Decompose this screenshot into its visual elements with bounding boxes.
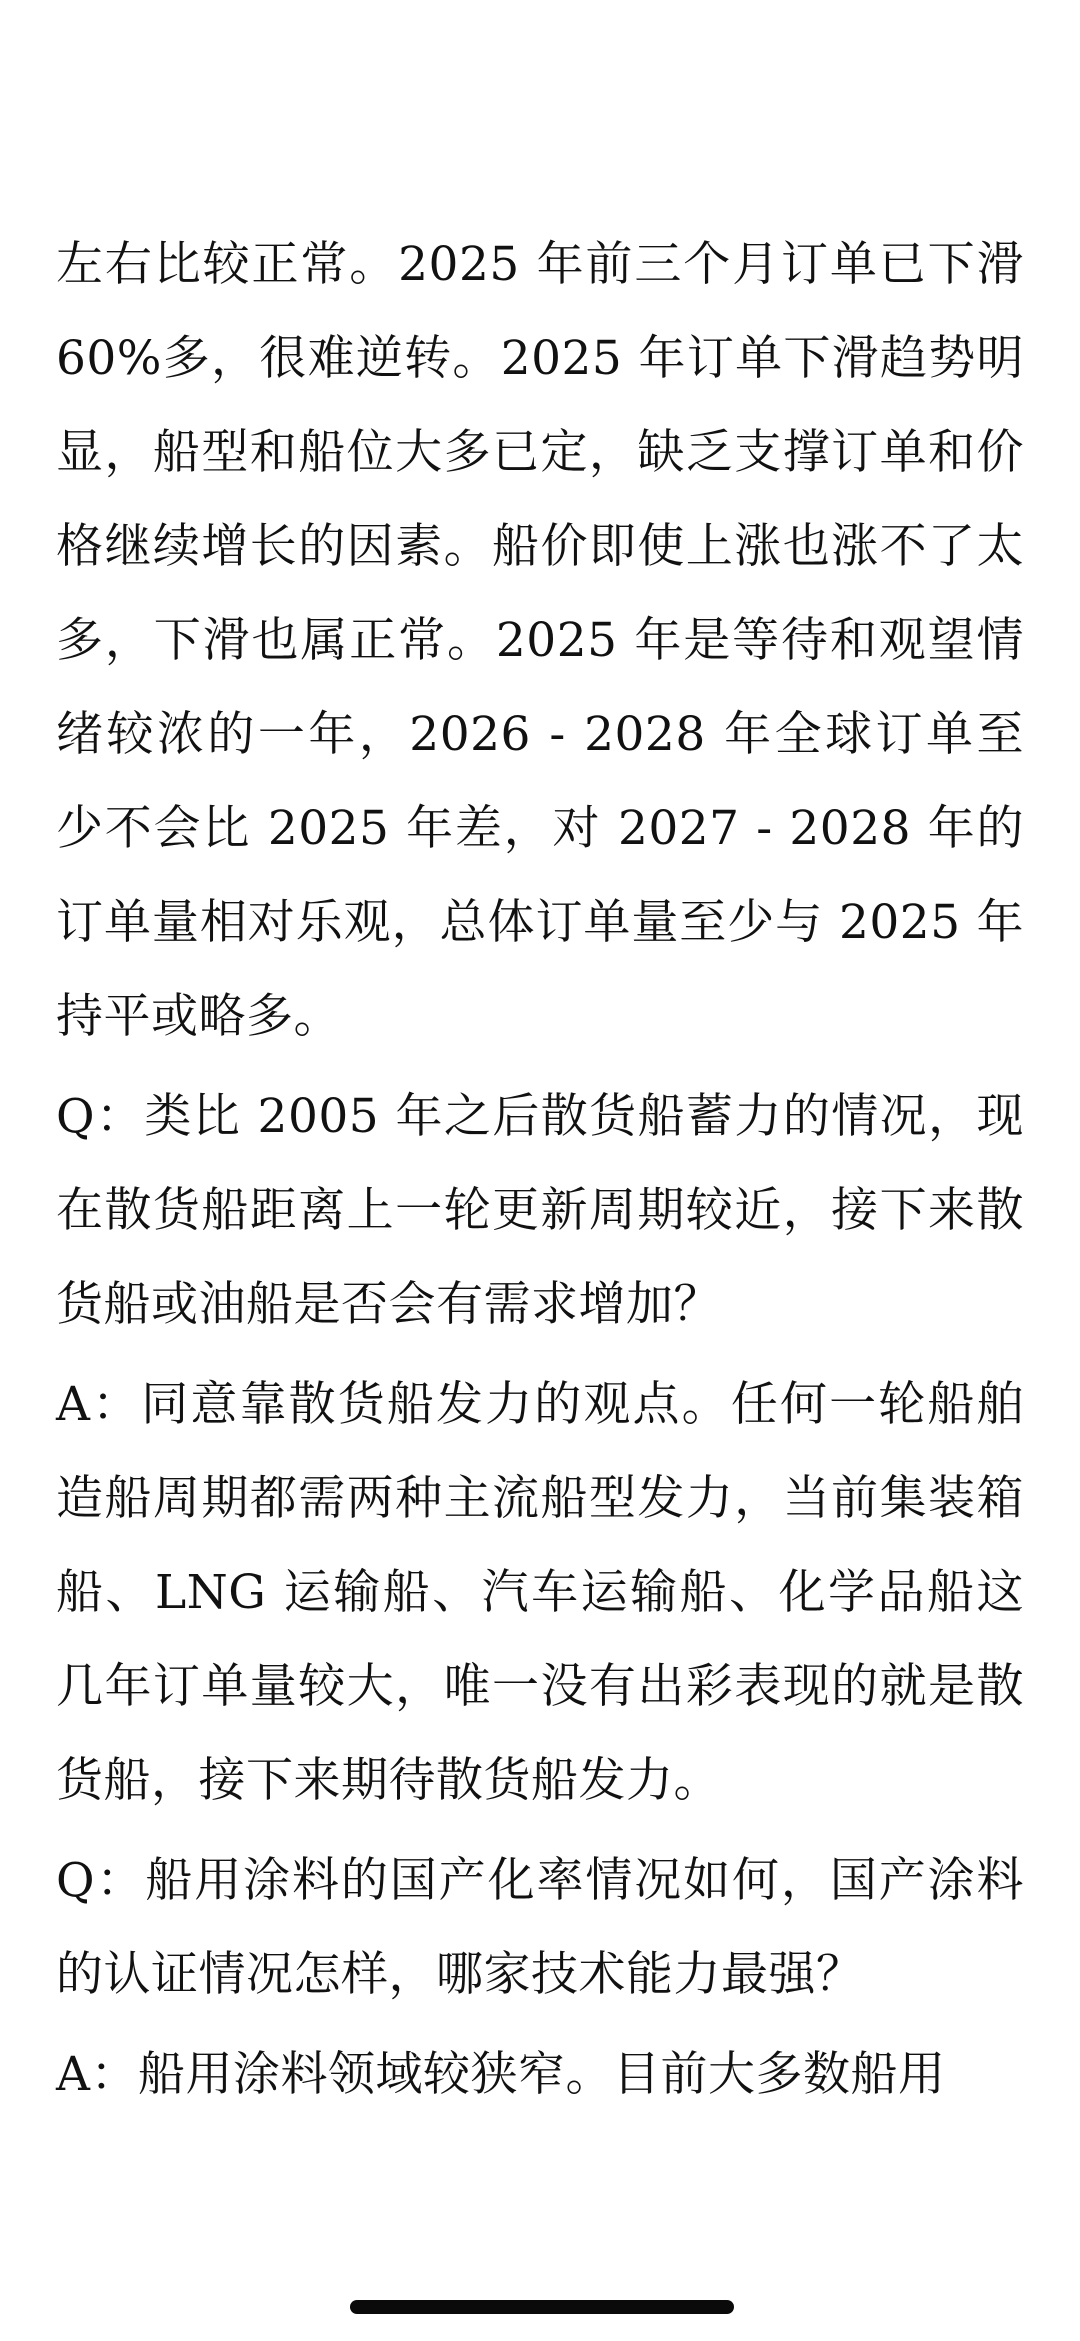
question-bulk-carrier: Q：类比 2005 年之后散货船蓄力的情况，现在散货船距离上一轮更新周期较近，接下来散货船或油船是否会有需求增加？	[56, 1089, 1024, 1332]
document-body	[56, 218, 1024, 2122]
paragraph-order-outlook: 左右比较正常。2025 年前三个月订单已下滑 60%多，很难逆转。2025 年订单下滑趋势明显，船型和船位大多已定，缺乏支撑订单和价格继续增长的因素。船价即使上涨也涨不了太多，下滑也属正常。2025 年是等待和观望情绪较浓的一年，2026 - 2028 年全球订单至少不会比 2025 年差，对 2027 - 2028 年的订单量相对乐观，总体订单量至少与 2025 年持平或略多。	[56, 237, 1024, 1044]
question-marine-coatings: Q：船用涂料的国产化率情况如何，国产涂料的认证情况怎样，哪家技术能力最强？	[56, 1853, 1024, 2002]
answer-bulk-carrier: A：同意靠散货船发力的观点。任何一轮船舶造船周期都需两种主流船型发力，当前集装箱船、LNG 运输船、汽车运输船、化学品船这几年订单量较大，唯一没有出彩表现的就是散货船，接下来期待散货船发力。	[56, 1377, 1024, 1808]
answer-marine-coatings: A：船用涂料领域较狭窄。目前大多数船用	[56, 2047, 946, 2102]
home-indicator[interactable]	[350, 2300, 734, 2314]
